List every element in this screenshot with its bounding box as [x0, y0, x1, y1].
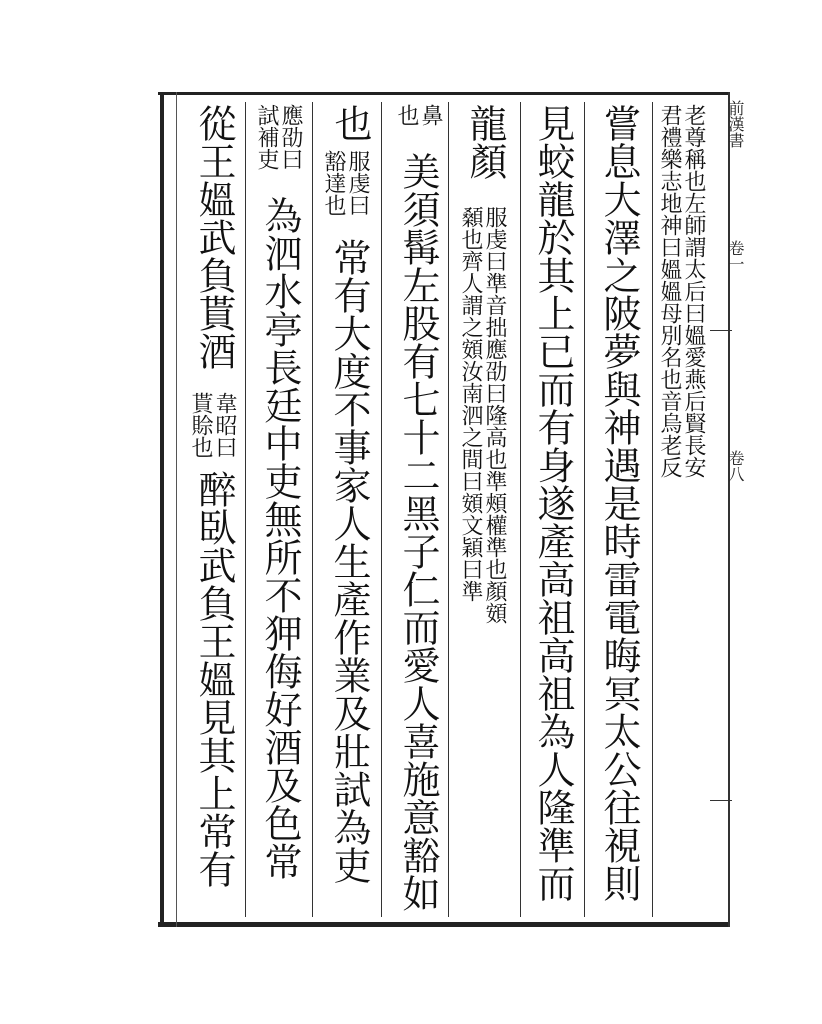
column-rule	[381, 102, 382, 917]
frame-left-border	[160, 92, 164, 927]
edge-rule	[710, 330, 732, 331]
edge-rule	[710, 800, 732, 801]
main-text-column: 醉臥武負王媼見其上常有	[192, 470, 236, 888]
column-rule	[520, 102, 521, 917]
annotation-line: 豁達也	[321, 150, 346, 216]
frame-left-inner-rule	[176, 92, 177, 927]
edge-label-volume: 卷一	[726, 240, 745, 272]
annotation-line: 鼻	[418, 104, 443, 126]
main-text-column: 龍顏	[463, 104, 507, 180]
main-text-column: 嘗息大澤之陂夢與神遇是時雷電晦冥太公往視則	[597, 104, 641, 902]
annotation-line: 老尊稱也左師謂太后曰媼愛燕后賢長安	[681, 104, 706, 478]
column-rule	[448, 102, 449, 917]
main-text-column: 常有大度不事家人生產作業及壯試為吏	[327, 238, 371, 884]
edge-label-book-title: 前漢書	[726, 100, 745, 148]
edge-label-chapter: 卷八	[726, 450, 745, 482]
annotation-line: 也	[394, 104, 419, 126]
column-rule	[312, 102, 313, 917]
annotation-line: 服虔曰	[345, 150, 370, 216]
annotation-line: 顙也齊人謂之頞汝南泗之間曰頞文穎曰準	[458, 206, 483, 602]
frame-bottom-border	[158, 922, 730, 927]
annotation-line: 君禮樂志地神曰媼媼母別名也音烏老反	[657, 104, 682, 478]
main-text-column: 見蛟龍於其上已而有身遂產高祖高祖為人隆準而	[531, 104, 575, 902]
main-text-column: 也	[328, 104, 372, 142]
annotation-line: 貰賒也	[188, 392, 213, 458]
column-rule	[584, 102, 585, 917]
main-text-column: 美須髯左股有七十二黑子仁而愛人喜施意豁如	[396, 152, 440, 912]
annotation-line: 韋昭曰	[212, 392, 237, 458]
column-rule	[652, 102, 653, 917]
main-text-column: 從王媼武負貰酒	[192, 104, 236, 370]
main-text-column: 為泗水亭長廷中吏無所不狎侮好酒及色常	[258, 196, 302, 880]
frame-right-border	[728, 92, 730, 927]
annotation-line: 服虔曰準音拙應劭曰隆高也準頰權準也顏頞	[482, 206, 507, 624]
annotation-line: 試補吏	[254, 104, 279, 170]
frame-top-border	[158, 92, 730, 95]
column-rule	[245, 102, 246, 917]
annotation-line: 應劭曰	[278, 104, 303, 170]
